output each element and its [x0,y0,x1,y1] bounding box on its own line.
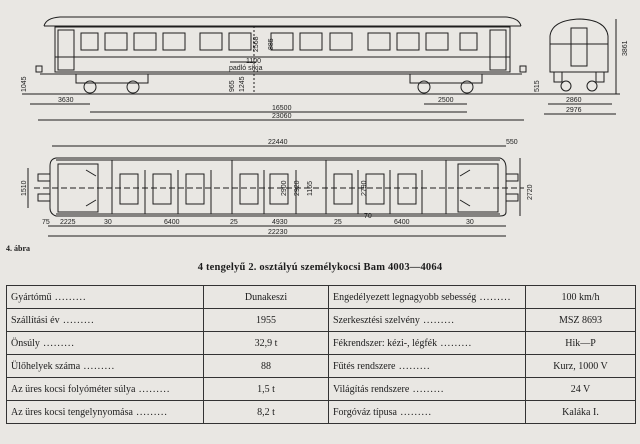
spec-label-2-text: Fűtés rendszere [333,360,396,372]
table-row [7,286,636,309]
dim-bogie-offset: 3630 [58,97,74,104]
spec-label-text: Az üres kocsi folyóméter súlya [11,383,136,395]
spec-value-2 [526,332,636,355]
dim-left-height: 1045 [21,76,28,92]
leader-dots: ......... [80,360,116,372]
dim-side-inner: 885 [268,38,275,50]
dim-plan-b6: 25 [334,219,342,226]
table-row [7,378,636,401]
leader-dots: ......... [419,314,455,326]
dim-plan-mid1: 2900 [281,180,288,196]
bogie-left [72,74,152,94]
spec-label [7,378,204,401]
leader-dots: ......... [409,383,445,395]
spec-label-2 [329,286,526,309]
dim-plan-top: 22440 [268,139,288,146]
spec-label-text: Ülőhelyek száma [11,360,81,372]
spec-value [204,332,329,355]
page-title: 4 tengelyű 2. osztályú személykocsi Bam 4003—4064 [197,262,443,273]
dim-plan-mid3: 1165 [307,180,314,196]
spec-value-text: 1,5 t [257,383,275,395]
leader-dots: ......... [476,291,512,303]
figure-caption: 4. ábra [6,244,30,253]
dim-plan-b5: 4930 [272,219,288,226]
spec-value-2-text: Kurz, 1000 V [553,360,608,372]
spec-value-text: 88 [261,360,271,372]
spec-value [204,286,329,309]
dim-end-base: 515 [534,80,541,92]
spec-value-2 [526,378,636,401]
dim-wheel-low2: 1245 [239,76,246,92]
leader-dots: ......... [39,337,75,349]
dim-overall: 23060 [272,113,292,120]
dim-plan-b9: 75 [42,219,50,226]
spec-label-text: Gyártómű [11,291,52,303]
dim-end-width2: 2976 [566,107,582,114]
spec-table [6,285,636,424]
spec-value [204,355,329,378]
dim-plan-mid2: 2920 [294,180,301,196]
leader-dots: ......... [437,337,473,349]
plan-compartments [112,160,446,214]
leader-dots: ......... [395,360,431,372]
table-row [7,401,636,424]
spec-value [204,401,329,424]
dim-floor: 1100 [246,58,262,65]
dim-plan-b7: 6400 [394,219,410,226]
dim-plan-right: 2720 [527,184,534,200]
dim-plan-b1: 2225 [60,219,76,226]
spec-table-body [7,286,636,424]
table-row [7,332,636,355]
dim-plan-small: 70 [364,213,372,220]
table-row [7,309,636,332]
dim-pivot: 16500 [272,105,292,112]
leader-dots: ......... [135,383,171,395]
spec-label-2 [329,355,526,378]
spec-value [204,378,329,401]
dim-plan-b2: 30 [104,219,112,226]
spec-value-2-text: Kaláka I. [562,406,599,418]
spec-label-2 [329,309,526,332]
leader-dots: ......... [396,406,432,418]
dim-floor-label: padló síkja [229,65,263,72]
spec-label-text: Az üres kocsi tengelynyomása [11,406,133,418]
spec-value [204,309,329,332]
spec-value-2-text: 100 km/h [561,291,600,303]
dim-end-width1: 2860 [566,97,582,104]
leader-dots: ......... [59,314,95,326]
spec-label-2 [329,332,526,355]
spec-label-2-text: Szerkesztési szelvény [333,314,420,326]
spec-label [7,332,204,355]
spec-label [7,401,204,424]
dim-plan-b8: 30 [466,219,474,226]
spec-label-2-text: Fékrendszer: kézi-, légfék [333,337,438,349]
spec-value-2 [526,309,636,332]
dim-plan-end: 550 [506,139,518,146]
spec-label [7,355,204,378]
dim-side-mid: 2568 [253,36,260,52]
spec-value-text: 32,9 t [254,337,278,349]
dim-bogie-base: 2500 [438,97,454,104]
dim-plan-b3: 6400 [164,219,180,226]
dim-end-height: 3861 [622,40,629,56]
spec-label-2-text: Engedélyezett legnagyobb sebesség [333,291,477,303]
spec-label [7,309,204,332]
leader-dots: ......... [51,291,87,303]
spec-value-text: 8,2 t [257,406,275,418]
spec-value-2-text: Hik—P [565,337,596,349]
spec-value-2-text: 24 V [570,383,591,395]
dim-plan-mid4: 2790 [361,180,368,196]
spec-value-2 [526,355,636,378]
spec-label-text: Szállítási év [11,314,60,326]
spec-label-2 [329,401,526,424]
dim-plan-b4: 25 [230,219,238,226]
leader-dots: ......... [132,406,168,418]
spec-label-text: Önsúly [11,337,40,349]
table-row [7,355,636,378]
spec-value-text: Dunakeszi [244,291,288,303]
spec-value-text: 1955 [256,314,276,326]
dim-plan-total: 22230 [268,229,288,236]
dim-plan-left: 1510 [21,180,28,196]
spec-value-2 [526,286,636,309]
spec-label-2-text: Világítás rendszere [333,383,410,395]
spec-label [7,286,204,309]
side-windows [81,33,477,50]
spec-label-2 [329,378,526,401]
spec-value-2 [526,401,636,424]
spec-label-2-text: Forgóváz típusa [333,406,397,418]
spec-value-2-text: MSZ 8693 [558,314,603,326]
bogie-right [405,74,488,94]
dim-wheel-low: 965 [229,80,236,92]
